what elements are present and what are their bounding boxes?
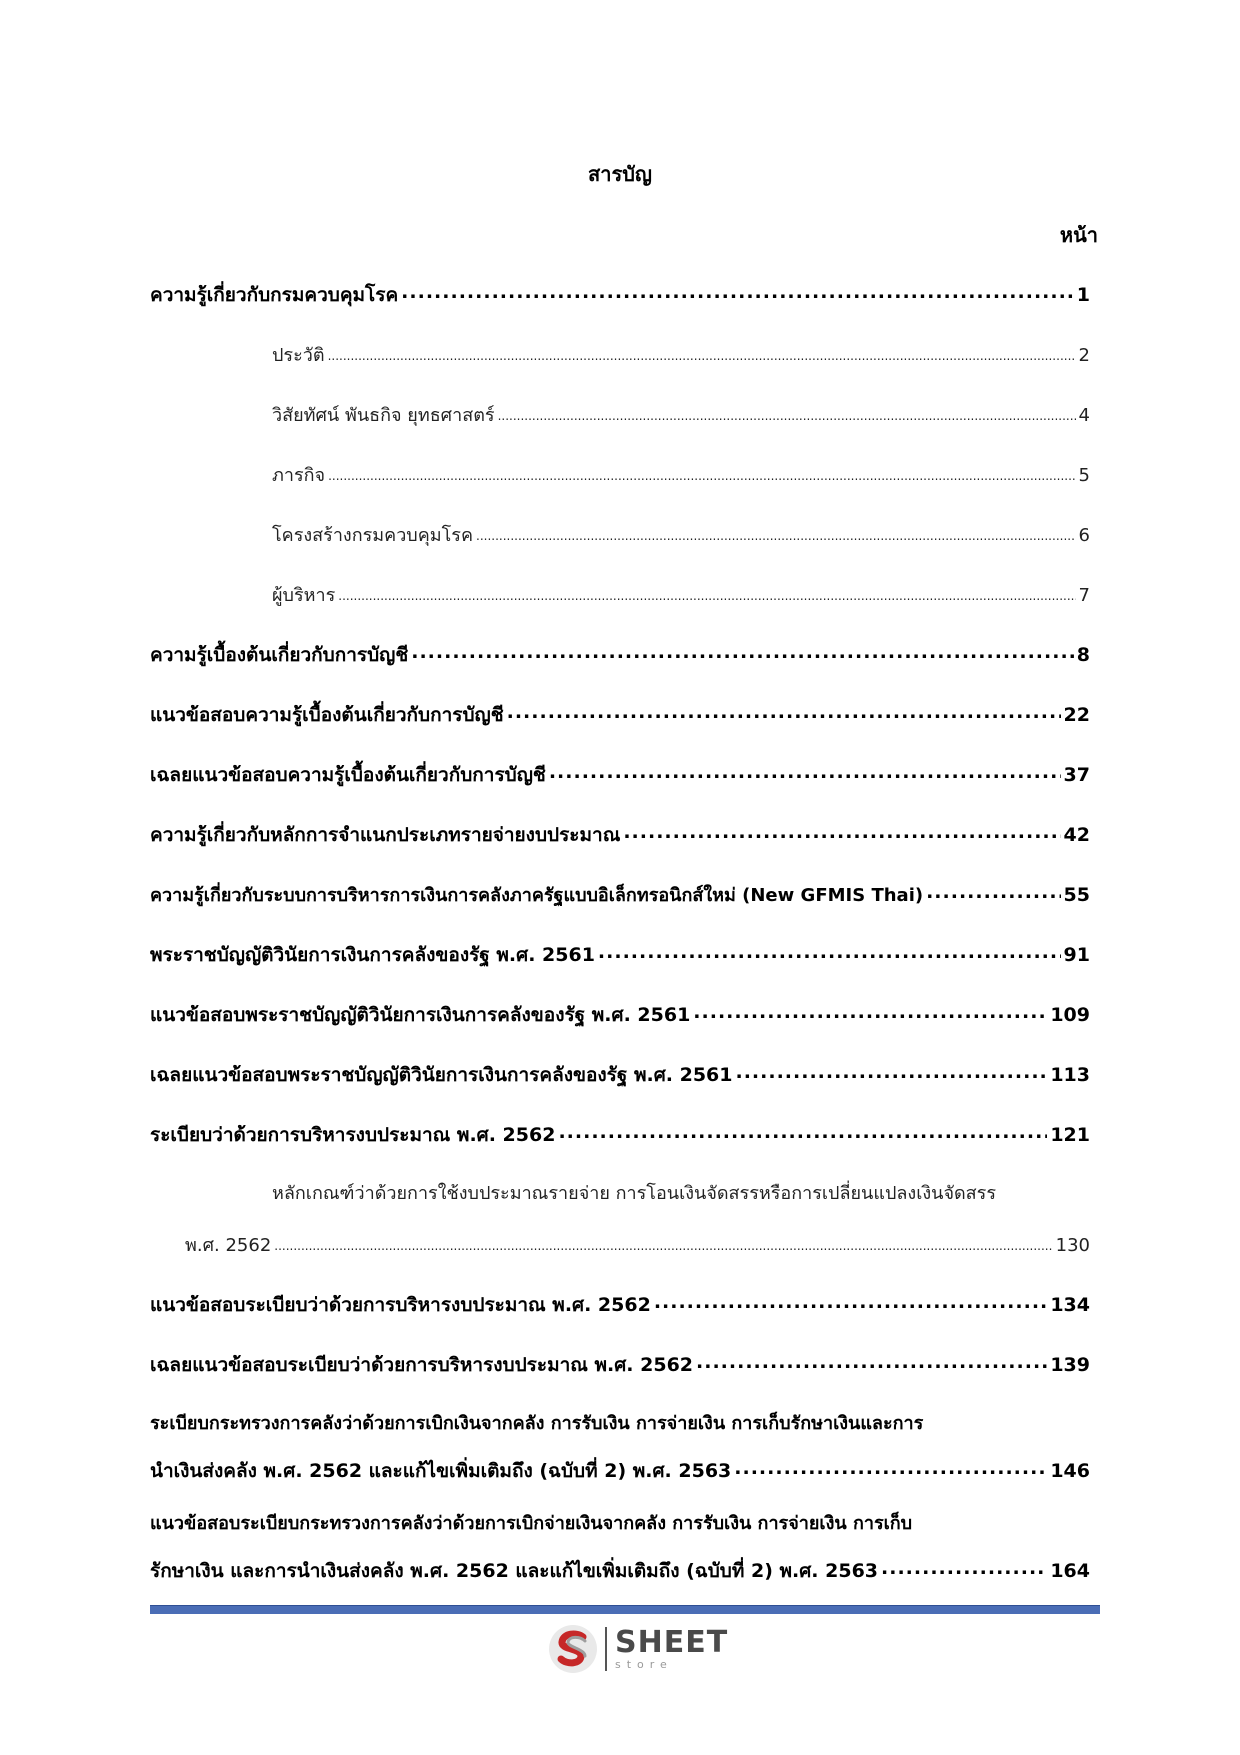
toc-entry[interactable] (272, 520, 1090, 549)
toc-leader-dots (507, 702, 1061, 721)
toc-entry-page: 6 (1078, 525, 1090, 546)
toc-entry-page: 164 (1050, 1560, 1090, 1582)
toc-leader-dots (549, 762, 1061, 781)
toc-entry-title: ผู้บริหาร (272, 585, 336, 606)
toc-entry-page: 91 (1063, 944, 1090, 966)
toc-entry-page: 146 (1050, 1460, 1090, 1482)
toc-entry[interactable] (150, 940, 1090, 970)
toc-leader-dots (558, 1122, 1047, 1141)
toc-entry-page: 55 (1063, 884, 1090, 906)
toc-entry-page: 130 (1055, 1235, 1090, 1256)
toc-leader-dots (498, 403, 1076, 421)
toc-leader-dots (736, 1062, 1048, 1081)
toc-entry[interactable] (150, 280, 1090, 310)
toc-entry-page: 4 (1078, 405, 1090, 426)
toc-entry-title: ระเบียบว่าด้วยการบริหารงบประมาณ พ.ศ. 2562 (150, 1124, 556, 1146)
toc-leader-dots (274, 1233, 1052, 1251)
toc-leader-dots (654, 1292, 1048, 1311)
toc-entry-title: เฉลยแนวข้อสอบความรู้เบื้องต้นเกี่ยวกับการบัญชี (150, 764, 546, 786)
toc-entry-page: 5 (1078, 465, 1090, 486)
toc-entry-title: โครงสร้างกรมควบคุมโรค (272, 525, 474, 546)
toc-leader-dots (338, 583, 1075, 601)
toc-entry-title: แนวข้อสอบระเบียบว่าด้วยการบริหารงบประมาณ พ.ศ. 2562 (150, 1294, 651, 1316)
toc-entry-page: 139 (1050, 1354, 1090, 1376)
toc-entry[interactable] (272, 340, 1090, 369)
toc-leader-dots (696, 1352, 1047, 1371)
toc-entry-title: พระราชบัญญัติวินัยการเงินการคลังของรัฐ พ.ศ. 2561 (150, 944, 595, 966)
toc-entry-title: แนวข้อสอบพระราชบัญญัติวินัยการเงินการคลังของรัฐ พ.ศ. 2561 (150, 1004, 691, 1026)
toc-entry-title: นำเงินส่งคลัง พ.ศ. 2562 และแก้ไขเพิ่มเติมถึง (ฉบับที่ 2) พ.ศ. 2563 (150, 1460, 732, 1482)
toc-entry-page: 1 (1076, 284, 1090, 306)
toc-leader-dots (734, 1458, 1047, 1477)
toc-entry[interactable] (185, 1230, 1090, 1259)
toc-entry-line1: แนวข้อสอบระเบียบกระทรวงการคลังว่าด้วยการเบิกจ่ายเงินจากคลัง การรับเงิน การจ่ายเงิน การเก็บ (150, 1513, 913, 1534)
toc-entry-page: 2 (1078, 345, 1090, 366)
toc-entry[interactable] (150, 700, 1090, 730)
toc-entry[interactable] (150, 1290, 1090, 1320)
toc-entry[interactable] (272, 400, 1090, 429)
toc-entry-page: 42 (1063, 824, 1090, 846)
toc-entry-page: 7 (1078, 585, 1090, 606)
toc-entry[interactable] (150, 760, 1090, 790)
toc-entry[interactable] (150, 880, 1090, 909)
toc-entry[interactable] (150, 1000, 1090, 1030)
toc-entry-title: ภารกิจ (272, 465, 326, 486)
toc-entry-page: 37 (1063, 764, 1090, 786)
logo-s-icon (547, 1623, 599, 1675)
toc-entry-page: 22 (1063, 704, 1090, 726)
logo-subword: store (615, 1658, 673, 1671)
toc-entry-page: 134 (1050, 1294, 1090, 1316)
logo-text (615, 1625, 729, 1671)
logo-divider (605, 1627, 607, 1671)
toc-entry[interactable] (272, 460, 1090, 489)
toc-leader-dots (328, 343, 1076, 361)
toc-entry-page: 8 (1076, 644, 1090, 666)
toc-entry[interactable] (150, 820, 1090, 850)
page-title: สารบัญ (588, 162, 652, 186)
toc-leader-dots (598, 942, 1061, 961)
toc-entry-page: 113 (1050, 1064, 1090, 1086)
toc-entry[interactable] (150, 1060, 1090, 1090)
toc-leader-dots (623, 822, 1060, 841)
toc-entry-title: ประวัติ (272, 345, 325, 366)
toc-entry[interactable] (150, 1556, 1090, 1586)
toc-leader-dots (328, 463, 1075, 481)
toc-entry-title: เฉลยแนวข้อสอบระเบียบว่าด้วยการบริหารงบประมาณ พ.ศ. 2562 (150, 1354, 694, 1376)
toc-entry[interactable] (150, 1120, 1090, 1150)
sheet-store-logo (547, 1622, 728, 1676)
logo-word: SHEET (615, 1625, 729, 1660)
toc-leader-dots (401, 282, 1074, 301)
toc-leader-dots (411, 642, 1074, 661)
toc-entry-title: แนวข้อสอบความรู้เบื้องต้นเกี่ยวกับการบัญชี (150, 704, 504, 726)
toc-leader-dots (476, 523, 1076, 541)
toc-entry-title: ความรู้เกี่ยวกับหลักการจำแนกประเภทรายจ่ายงบประมาณ (150, 824, 621, 846)
toc-entry-title: ความรู้เกี่ยวกับกรมควบคุมโรค (150, 284, 399, 306)
toc-leader-dots (926, 882, 1060, 901)
toc-leader-dots (693, 1002, 1047, 1021)
toc-entry-title: ความรู้เบื้องต้นเกี่ยวกับการบัญชี (150, 644, 409, 666)
toc-entry-line1: หลักเกณฑ์ว่าด้วยการใช้งบประมาณรายจ่าย การโอนเงินจัดสรรหรือการเปลี่ยนแปลงเงินจัดสรร (272, 1183, 997, 1204)
toc-entry[interactable] (150, 640, 1090, 670)
toc-entry-title: รักษาเงิน และการนำเงินส่งคลัง พ.ศ. 2562 และแก้ไขเพิ่มเติมถึง (ฉบับที่ 2) พ.ศ. 2563 (150, 1560, 879, 1582)
toc-entry-title: ความรู้เกี่ยวกับระบบการบริหารการเงินการคลังภาครัฐแบบอิเล็กทรอนิกส์ใหม่ (New GFMIS Thai) (150, 885, 924, 906)
footer-divider (150, 1605, 1100, 1614)
toc-entry-title: วิสัยทัศน์ พันธกิจ ยุทธศาสตร์ (272, 405, 495, 426)
toc-entry-page: 109 (1050, 1004, 1090, 1026)
toc-entry-title: พ.ศ. 2562 (185, 1235, 272, 1256)
toc-entry[interactable] (272, 580, 1090, 609)
page-column-label: หน้า (1059, 223, 1098, 247)
toc-entry[interactable] (150, 1350, 1090, 1380)
toc-entry-page: 121 (1050, 1124, 1090, 1146)
toc-entry[interactable] (150, 1456, 1090, 1486)
toc-entry-line1: ระเบียบกระทรวงการคลังว่าด้วยการเบิกเงินจากคลัง การรับเงิน การจ่ายเงิน การเก็บรักษาเงินและการ (150, 1413, 924, 1434)
toc-leader-dots (881, 1558, 1047, 1577)
toc-entry-title: เฉลยแนวข้อสอบพระราชบัญญัติวินัยการเงินการคลังของรัฐ พ.ศ. 2561 (150, 1064, 733, 1086)
